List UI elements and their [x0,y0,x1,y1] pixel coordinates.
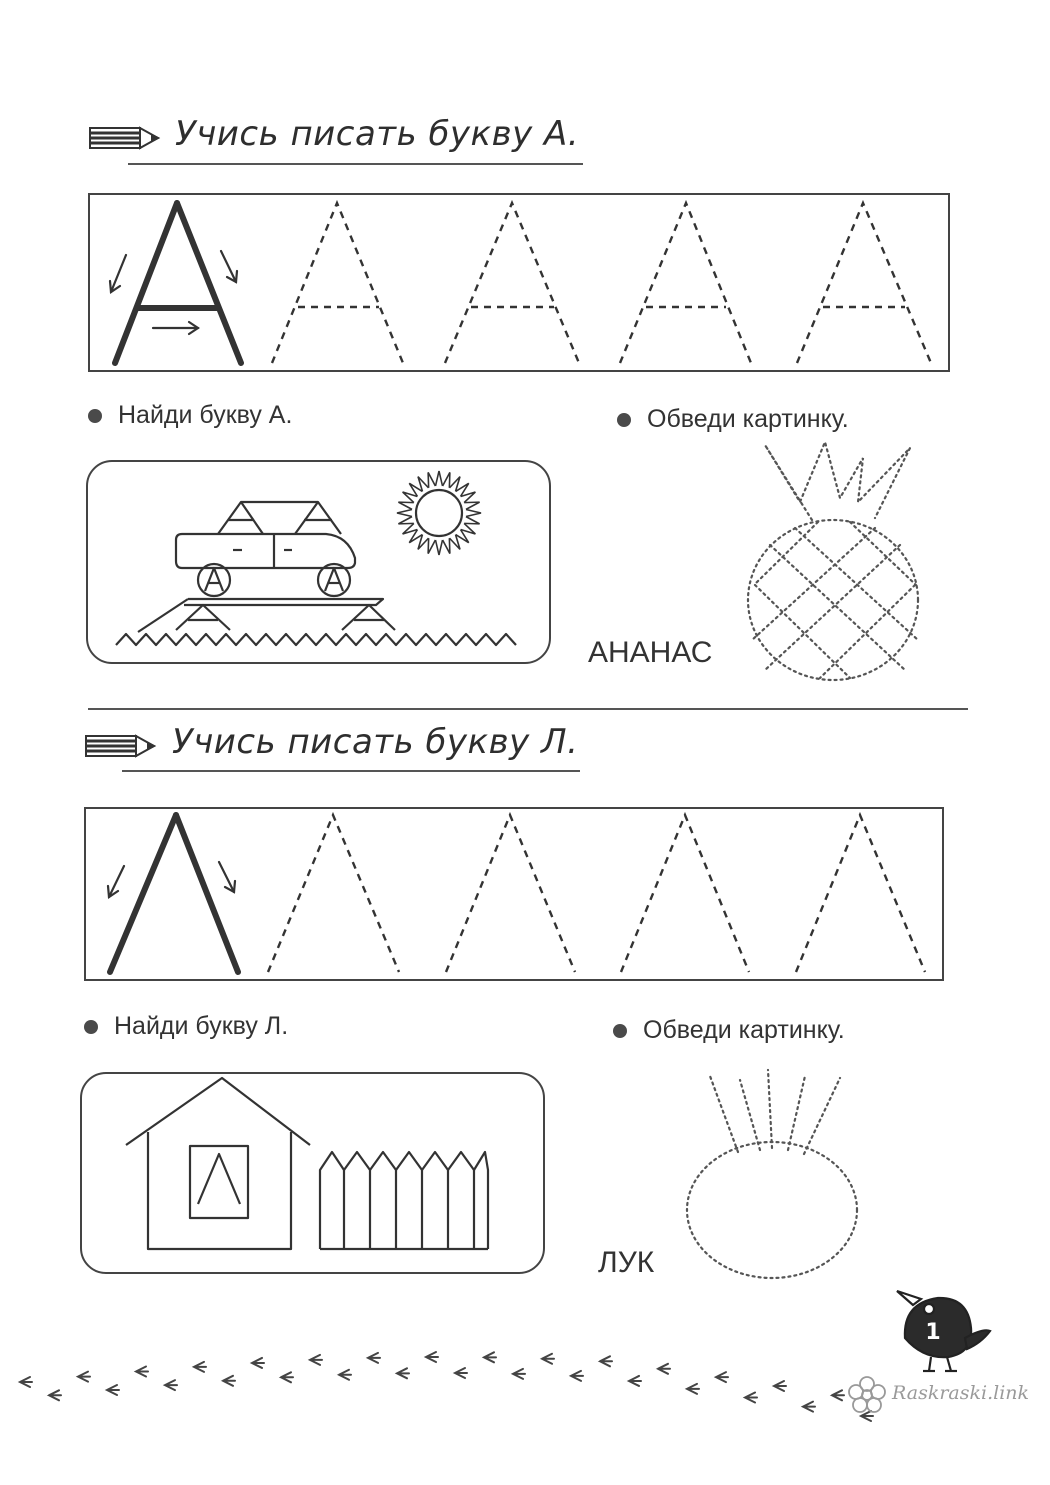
footprint-icon [136,1367,148,1377]
sun-ray-letter-a [466,510,481,517]
footprint-icon [339,1370,351,1380]
footprint-icon [774,1381,786,1391]
letter-a-dashed-3 [620,203,751,363]
footprint-icon [310,1355,322,1365]
section-l-picture-word: ЛУК [598,1246,655,1279]
pencil-icon [84,732,159,762]
footprint-icon [223,1376,235,1386]
bird-icon [893,1283,993,1373]
sun-ray-letter-a [443,472,450,487]
bullet-dot-icon [84,1020,98,1034]
direction-arrow-icon [108,862,235,897]
footprint-icon [803,1402,815,1412]
onion-tracing-picture [680,1068,870,1283]
footprint-icon [629,1376,641,1386]
page-number: 1 [925,1320,941,1345]
section-l-heading: Учись писать букву Л. [172,722,579,762]
sun-ray-letter-a [428,472,435,487]
sun-ray-letter-a [398,502,413,509]
house-picture [82,1074,542,1270]
section-a-find-task: Найди букву А. [118,401,293,429]
bullet-dot-icon [617,413,631,427]
footprint-icon [716,1372,728,1382]
pineapple-tracing-picture [740,440,940,685]
footprint-icon [194,1362,206,1372]
footprint-icon [455,1368,467,1378]
footprint-icon [49,1390,61,1400]
footprint-icon [165,1380,177,1390]
section-a-picture-word: АНАНАС [588,636,713,669]
sun-ray-letter-a [443,538,450,553]
footprint-icon [542,1354,554,1364]
footprint-icon [600,1356,612,1366]
footprint-icon [252,1358,264,1368]
watermark-text: Raskraski.link [892,1382,1030,1404]
flower-icon [846,1374,888,1416]
footprint-icon [20,1377,32,1387]
footprint-icon [368,1353,380,1363]
letter-a-dashed-4 [797,203,931,363]
footprint-icon [107,1385,119,1395]
car-picture [88,462,548,660]
footprint-icon [571,1371,583,1381]
section-a-trace-task: Обведи картинку. [647,405,849,433]
letter-a-tracing-strip [90,195,945,367]
sun-with-a-rays [397,471,481,555]
sun-ray-letter-a [398,517,413,524]
footprint-icon [832,1390,844,1400]
letter-l-dashed-4 [796,815,925,972]
letter-a-model [115,203,241,363]
footprint-icon [78,1372,90,1382]
section-divider [88,708,968,710]
letter-a-dashed-2 [445,203,579,363]
pencil-icon [88,124,163,154]
sun-ray-letter-a [436,540,443,555]
sun-ray-letter-a [397,510,412,517]
footprint-icon [281,1372,293,1382]
sun-ray-letter-a [428,538,435,553]
footprint-icon [426,1352,438,1362]
letter-l-model [110,815,238,972]
section-l-trace-task: Обведи картинку. [643,1016,845,1044]
footprint-icon [484,1352,496,1362]
sun-ray-letter-a [464,517,479,524]
sun-ray-letter-a [464,502,479,509]
footprint-icon [687,1384,699,1394]
section-l-heading-underline [122,770,580,772]
footprint-icon [513,1369,525,1379]
section-a-heading-underline [128,163,583,165]
section-a-heading: Учись писать букву А. [175,114,580,154]
letter-a-dashed-1 [272,203,403,363]
footprint-icon [397,1368,409,1378]
bullet-dot-icon [613,1024,627,1038]
bullet-dot-icon [88,409,102,423]
footprint-icon [745,1393,757,1403]
letter-l-tracing-strip [86,809,938,976]
sun-ray-letter-a [436,471,443,486]
letter-l-dashed-2 [446,815,575,972]
footprints-trail [0,1330,900,1430]
letter-l-dashed-1 [268,815,399,972]
footprint-icon [658,1364,670,1374]
section-l-find-task: Найди букву Л. [114,1012,289,1040]
letter-l-dashed-3 [621,815,749,972]
